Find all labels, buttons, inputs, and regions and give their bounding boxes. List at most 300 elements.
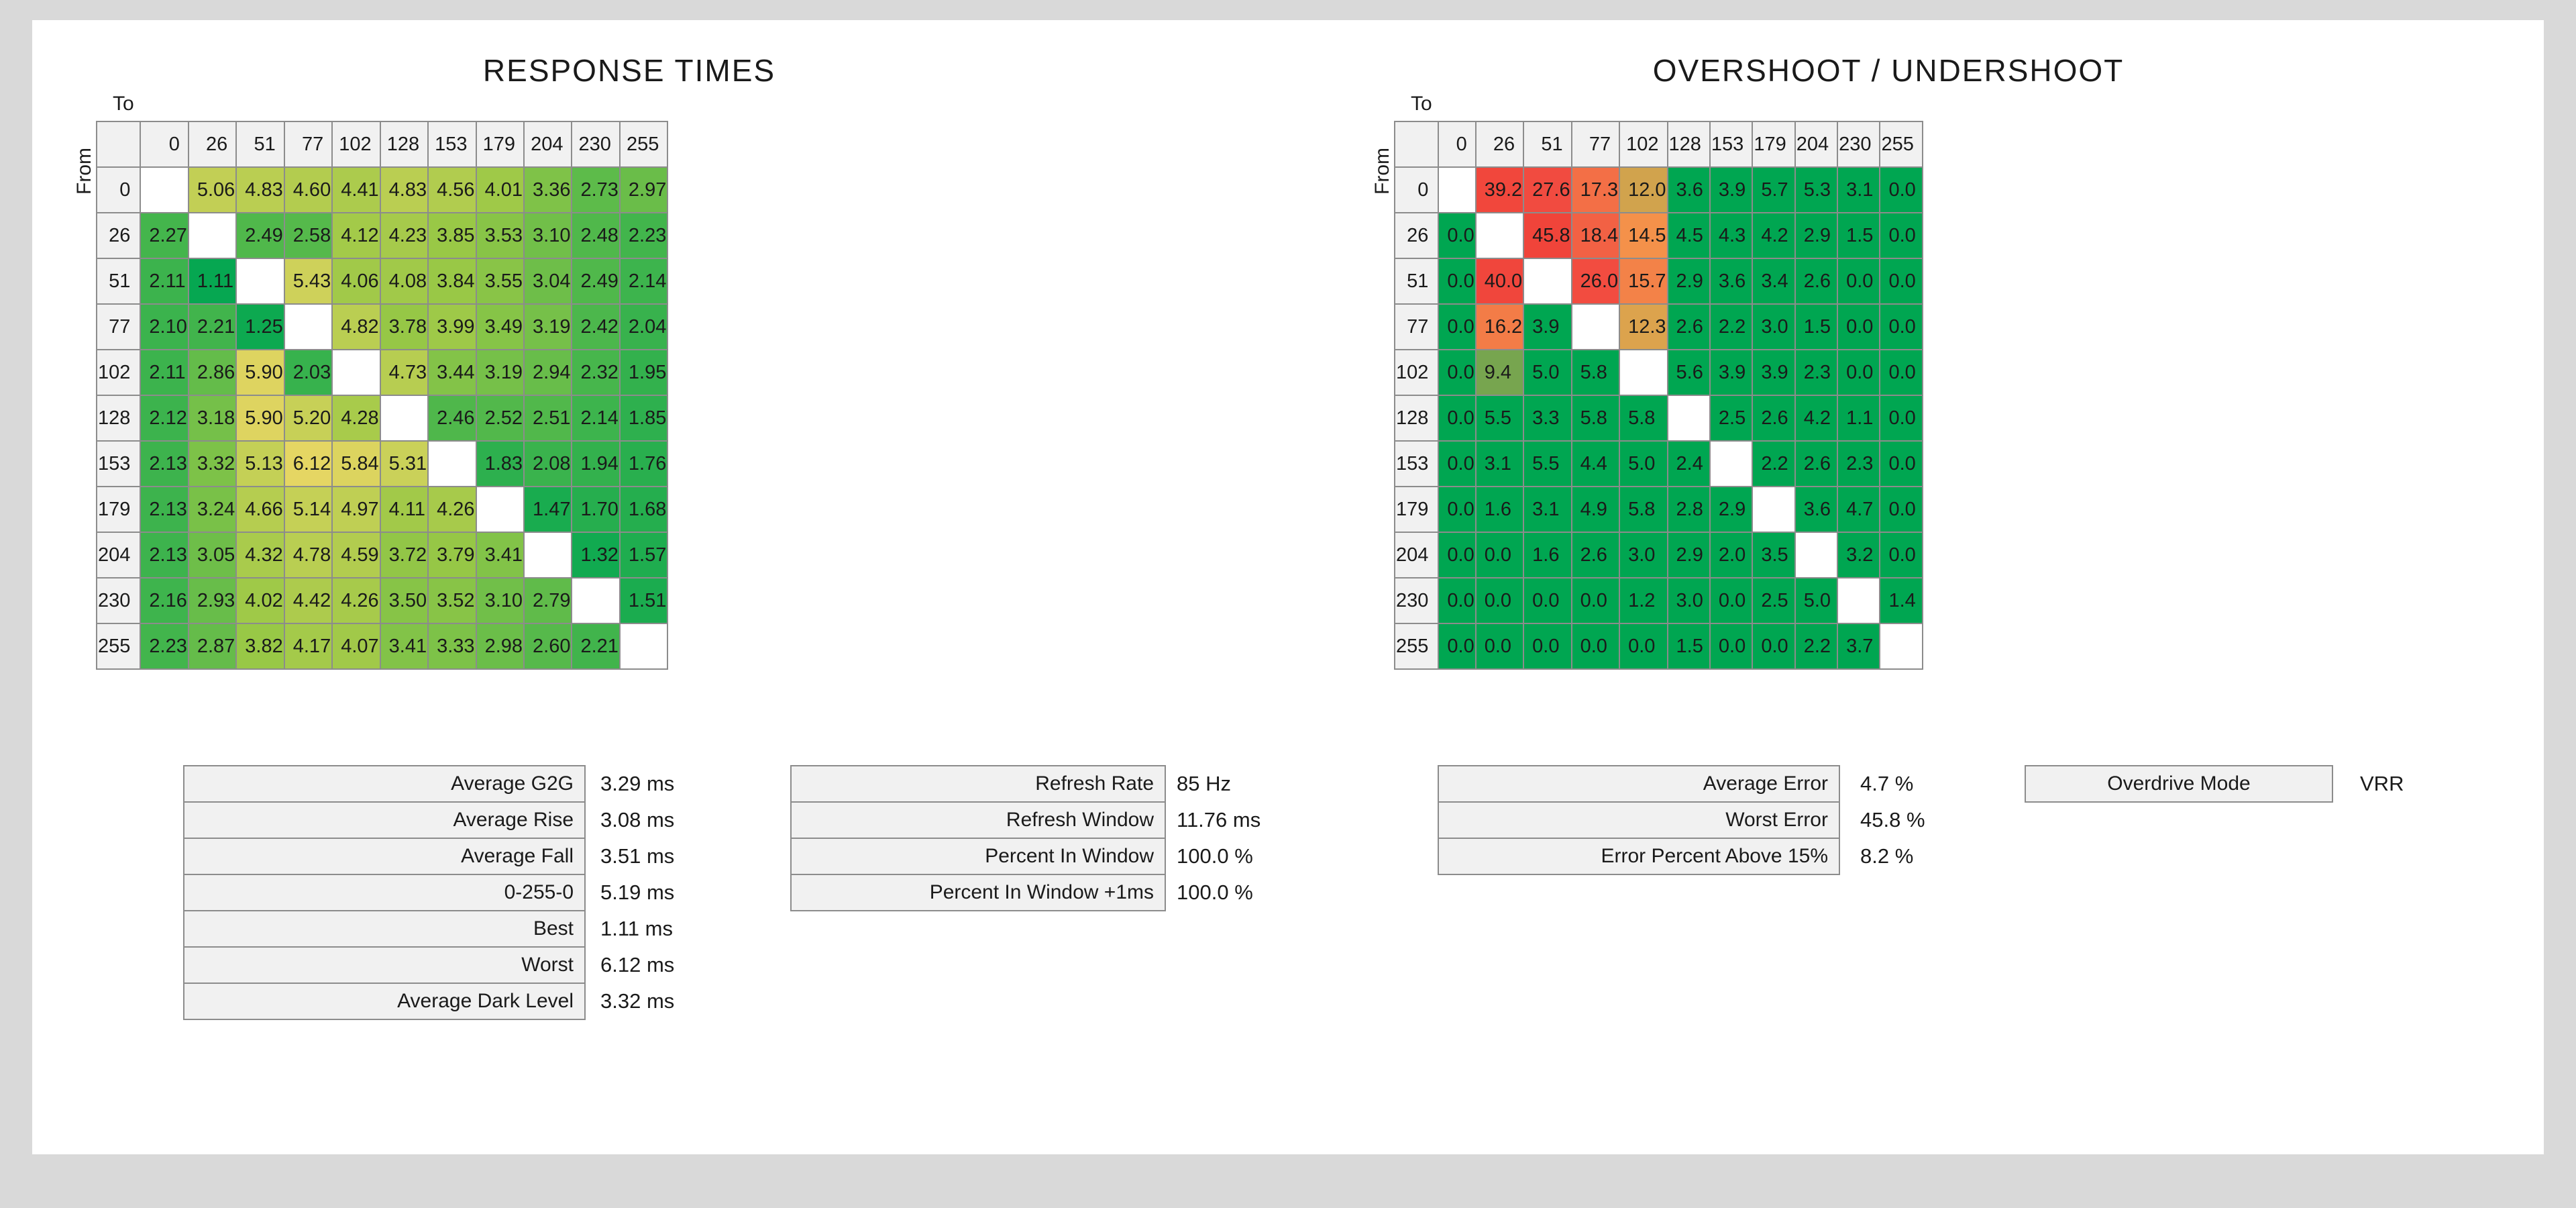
matrix-cell: 3.9 bbox=[1710, 167, 1752, 213]
matrix-row bbox=[1395, 623, 1923, 669]
stat-value: 3.08 ms bbox=[600, 808, 675, 832]
matrix-cell: 4.06 bbox=[332, 258, 380, 304]
matrix-cell: 0.0 bbox=[1572, 578, 1619, 623]
matrix-cell: 2.6 bbox=[1668, 304, 1710, 350]
matrix-cell: 5.31 bbox=[380, 441, 428, 487]
matrix-cell: 4.2 bbox=[1795, 395, 1837, 441]
matrix-cell: 16.2 bbox=[1476, 304, 1523, 350]
matrix-cell: 4.26 bbox=[428, 487, 476, 532]
matrix-cell: 2.6 bbox=[1752, 395, 1794, 441]
matrix-cell: 3.24 bbox=[189, 487, 236, 532]
matrix-cell: 0.0 bbox=[1438, 395, 1475, 441]
stat-row bbox=[790, 838, 1260, 875]
matrix-cell: 2.14 bbox=[572, 395, 619, 441]
matrix-col-header: 26 bbox=[1476, 121, 1523, 167]
stat-label: Worst Error bbox=[1438, 801, 1840, 839]
matrix-cell: 3.84 bbox=[428, 258, 476, 304]
matrix-cell-diagonal bbox=[1523, 258, 1571, 304]
heatmap-table bbox=[1394, 121, 1923, 670]
stat-label: Worst bbox=[183, 946, 586, 984]
matrix-cell: 5.84 bbox=[332, 441, 380, 487]
matrix-cell: 1.1 bbox=[1837, 395, 1880, 441]
stat-value: 100.0 % bbox=[1177, 844, 1253, 868]
matrix-cell: 2.42 bbox=[572, 304, 619, 350]
matrix-cell: 5.0 bbox=[1619, 441, 1667, 487]
matrix-cell-diagonal bbox=[1710, 441, 1752, 487]
matrix-row bbox=[97, 167, 667, 213]
matrix-cell: 3.85 bbox=[428, 213, 476, 258]
matrix-row bbox=[1395, 350, 1923, 395]
matrix-cell: 0.0 bbox=[1837, 258, 1880, 304]
matrix-cell: 3.04 bbox=[524, 258, 572, 304]
matrix-cell: 0.0 bbox=[1476, 532, 1523, 578]
matrix-cell: 0.0 bbox=[1438, 213, 1475, 258]
matrix-cell: 0.0 bbox=[1880, 532, 1922, 578]
matrix-cell: 14.5 bbox=[1619, 213, 1667, 258]
matrix-cell-diagonal bbox=[524, 532, 572, 578]
matrix-cell-diagonal bbox=[1572, 304, 1619, 350]
matrix-cell: 4.4 bbox=[1572, 441, 1619, 487]
matrix-row-header: 51 bbox=[1395, 258, 1438, 304]
matrix-cell: 3.55 bbox=[476, 258, 524, 304]
matrix-cell: 0.0 bbox=[1880, 167, 1922, 213]
overshoot-title: OVERSHOOT / UNDERSHOOT bbox=[1652, 53, 2125, 88]
matrix-cell: 1.76 bbox=[620, 441, 667, 487]
matrix-row-header: 77 bbox=[1395, 304, 1438, 350]
matrix-cell: 0.0 bbox=[1710, 623, 1752, 669]
matrix-cell: 4.66 bbox=[236, 487, 284, 532]
matrix-cell: 0.0 bbox=[1438, 350, 1475, 395]
matrix-cell: 3.5 bbox=[1752, 532, 1794, 578]
matrix-cell: 2.11 bbox=[140, 258, 188, 304]
stat-label: Average Dark Level bbox=[183, 983, 586, 1020]
matrix-row-header: 102 bbox=[1395, 350, 1438, 395]
matrix-cell: 5.14 bbox=[284, 487, 332, 532]
matrix-cell: 0.0 bbox=[1523, 623, 1571, 669]
overdrive-mode-row bbox=[2025, 765, 2404, 801]
matrix-col-header: 77 bbox=[1572, 121, 1619, 167]
matrix-cell: 2.9 bbox=[1668, 532, 1710, 578]
matrix-cell: 3.9 bbox=[1523, 304, 1571, 350]
matrix-cell: 1.6 bbox=[1476, 487, 1523, 532]
matrix-cell: 2.2 bbox=[1795, 623, 1837, 669]
matrix-cell-diagonal bbox=[236, 258, 284, 304]
matrix-cell: 2.58 bbox=[284, 213, 332, 258]
matrix-cell: 4.59 bbox=[332, 532, 380, 578]
matrix-cell: 2.94 bbox=[524, 350, 572, 395]
matrix-cell: 4.73 bbox=[380, 350, 428, 395]
matrix-row-header: 153 bbox=[97, 441, 140, 487]
matrix-cell: 1.95 bbox=[620, 350, 667, 395]
matrix-cell: 5.90 bbox=[236, 350, 284, 395]
stat-value: 45.8 % bbox=[1860, 808, 1925, 832]
matrix-cell: 40.0 bbox=[1476, 258, 1523, 304]
matrix-row-header: 255 bbox=[1395, 623, 1438, 669]
matrix-cell: 3.10 bbox=[476, 578, 524, 623]
matrix-cell: 4.02 bbox=[236, 578, 284, 623]
matrix-cell-diagonal bbox=[189, 213, 236, 258]
matrix-cell: 5.3 bbox=[1795, 167, 1837, 213]
matrix-cell-diagonal bbox=[1837, 578, 1880, 623]
left-stats-table bbox=[183, 765, 674, 1019]
matrix-cell: 4.11 bbox=[380, 487, 428, 532]
matrix-corner bbox=[1395, 121, 1438, 167]
matrix-cell: 4.08 bbox=[380, 258, 428, 304]
to-axis-label: To bbox=[1411, 93, 1432, 115]
matrix-cell: 3.99 bbox=[428, 304, 476, 350]
matrix-cell: 2.08 bbox=[524, 441, 572, 487]
matrix-cell: 0.0 bbox=[1438, 304, 1475, 350]
matrix-cell: 5.5 bbox=[1523, 441, 1571, 487]
stat-value: 6.12 ms bbox=[600, 953, 675, 976]
matrix-cell: 0.0 bbox=[1572, 623, 1619, 669]
heatmap-table bbox=[96, 121, 668, 670]
to-axis-label: To bbox=[113, 93, 134, 115]
matrix-row bbox=[97, 441, 667, 487]
matrix-col-header: 255 bbox=[1880, 121, 1922, 167]
matrix-row-header: 102 bbox=[97, 350, 140, 395]
matrix-cell-diagonal bbox=[380, 395, 428, 441]
matrix-row-header: 179 bbox=[97, 487, 140, 532]
matrix-cell: 2.13 bbox=[140, 532, 188, 578]
matrix-cell: 18.4 bbox=[1572, 213, 1619, 258]
overdrive-mode-value: VRR bbox=[2360, 772, 2404, 795]
matrix-cell: 3.9 bbox=[1710, 350, 1752, 395]
matrix-cell-diagonal bbox=[572, 578, 619, 623]
matrix-cell: 2.12 bbox=[140, 395, 188, 441]
matrix-cell: 2.23 bbox=[620, 213, 667, 258]
stat-row bbox=[183, 838, 674, 875]
matrix-cell: 4.28 bbox=[332, 395, 380, 441]
matrix-row bbox=[97, 623, 667, 669]
matrix-cell: 2.48 bbox=[572, 213, 619, 258]
stat-row bbox=[1438, 838, 1925, 875]
matrix-cell: 2.93 bbox=[189, 578, 236, 623]
matrix-cell: 39.2 bbox=[1476, 167, 1523, 213]
matrix-row-header: 26 bbox=[97, 213, 140, 258]
matrix-cell: 5.8 bbox=[1619, 487, 1667, 532]
matrix-cell: 1.6 bbox=[1523, 532, 1571, 578]
matrix-cell: 3.44 bbox=[428, 350, 476, 395]
matrix-cell: 5.13 bbox=[236, 441, 284, 487]
matrix-cell: 1.94 bbox=[572, 441, 619, 487]
matrix-cell: 12.0 bbox=[1619, 167, 1667, 213]
report-card bbox=[32, 20, 2544, 1154]
matrix-cell: 2.60 bbox=[524, 623, 572, 669]
matrix-cell: 4.83 bbox=[236, 167, 284, 213]
stat-label: Refresh Rate bbox=[790, 765, 1166, 803]
matrix-cell: 4.42 bbox=[284, 578, 332, 623]
matrix-row bbox=[1395, 304, 1923, 350]
matrix-row bbox=[1395, 487, 1923, 532]
matrix-cell: 4.56 bbox=[428, 167, 476, 213]
matrix-cell: 3.6 bbox=[1710, 258, 1752, 304]
stat-label: Refresh Window bbox=[790, 801, 1166, 839]
stat-value: 85 Hz bbox=[1177, 772, 1231, 795]
matrix-cell: 3.19 bbox=[524, 304, 572, 350]
matrix-cell: 3.78 bbox=[380, 304, 428, 350]
matrix-cell: 0.0 bbox=[1880, 487, 1922, 532]
matrix-cell: 0.0 bbox=[1880, 350, 1922, 395]
matrix-cell: 3.10 bbox=[524, 213, 572, 258]
matrix-cell: 1.4 bbox=[1880, 578, 1922, 623]
matrix-cell: 0.0 bbox=[1880, 395, 1922, 441]
matrix-cell: 2.9 bbox=[1795, 213, 1837, 258]
matrix-cell: 2.52 bbox=[476, 395, 524, 441]
matrix-cell: 2.46 bbox=[428, 395, 476, 441]
matrix-cell: 3.1 bbox=[1837, 167, 1880, 213]
matrix-cell: 3.1 bbox=[1476, 441, 1523, 487]
matrix-cell: 1.85 bbox=[620, 395, 667, 441]
matrix-cell: 0.0 bbox=[1438, 578, 1475, 623]
stat-label: Average Fall bbox=[183, 838, 586, 875]
matrix-cell: 2.2 bbox=[1710, 304, 1752, 350]
matrix-cell: 0.0 bbox=[1438, 623, 1475, 669]
stat-row bbox=[790, 765, 1260, 803]
matrix-cell-diagonal bbox=[284, 304, 332, 350]
matrix-cell: 1.5 bbox=[1668, 623, 1710, 669]
matrix-cell-diagonal bbox=[332, 350, 380, 395]
matrix-row bbox=[97, 395, 667, 441]
stat-value: 8.2 % bbox=[1860, 844, 1914, 868]
matrix-cell-diagonal bbox=[1476, 213, 1523, 258]
matrix-cell: 3.6 bbox=[1668, 167, 1710, 213]
matrix-cell: 17.3 bbox=[1572, 167, 1619, 213]
stat-value: 3.29 ms bbox=[600, 772, 675, 795]
stat-label: Average Rise bbox=[183, 801, 586, 839]
matrix-cell: 3.2 bbox=[1837, 532, 1880, 578]
matrix-cell: 2.4 bbox=[1668, 441, 1710, 487]
matrix-cell: 9.4 bbox=[1476, 350, 1523, 395]
matrix-cell: 4.12 bbox=[332, 213, 380, 258]
matrix-row bbox=[1395, 258, 1923, 304]
matrix-cell: 2.10 bbox=[140, 304, 188, 350]
matrix-cell: 4.60 bbox=[284, 167, 332, 213]
matrix-cell: 2.16 bbox=[140, 578, 188, 623]
matrix-col-header: 230 bbox=[572, 121, 619, 167]
matrix-cell: 3.1 bbox=[1523, 487, 1571, 532]
matrix-cell: 4.9 bbox=[1572, 487, 1619, 532]
matrix-cell: 3.4 bbox=[1752, 258, 1794, 304]
matrix-cell: 2.86 bbox=[189, 350, 236, 395]
matrix-cell: 5.7 bbox=[1752, 167, 1794, 213]
matrix-cell: 4.3 bbox=[1710, 213, 1752, 258]
matrix-cell: 3.72 bbox=[380, 532, 428, 578]
matrix-col-header: 204 bbox=[524, 121, 572, 167]
matrix-cell-diagonal bbox=[1795, 532, 1837, 578]
matrix-cell: 5.0 bbox=[1795, 578, 1837, 623]
stat-row bbox=[183, 874, 674, 911]
matrix-cell: 2.51 bbox=[524, 395, 572, 441]
stat-row bbox=[790, 874, 1260, 911]
matrix-row bbox=[97, 487, 667, 532]
matrix-row bbox=[1395, 167, 1923, 213]
matrix-cell: 3.7 bbox=[1837, 623, 1880, 669]
matrix-row bbox=[1395, 578, 1923, 623]
matrix-cell: 27.6 bbox=[1523, 167, 1571, 213]
error-stats-table bbox=[1438, 765, 1925, 874]
matrix-cell: 2.49 bbox=[236, 213, 284, 258]
refresh-stats-table bbox=[790, 765, 1260, 910]
matrix-col-header: 153 bbox=[1710, 121, 1752, 167]
matrix-cell: 3.50 bbox=[380, 578, 428, 623]
matrix-cell: 2.6 bbox=[1572, 532, 1619, 578]
matrix-col-header: 230 bbox=[1837, 121, 1880, 167]
matrix-col-header: 0 bbox=[1438, 121, 1475, 167]
matrix-row-header: 204 bbox=[1395, 532, 1438, 578]
overdrive-mode-label: Overdrive Mode bbox=[2025, 765, 2333, 803]
matrix-cell: 2.14 bbox=[620, 258, 667, 304]
stat-value: 11.76 ms bbox=[1177, 808, 1261, 832]
matrix-col-header: 77 bbox=[284, 121, 332, 167]
matrix-col-header: 0 bbox=[140, 121, 188, 167]
matrix-col-header: 179 bbox=[476, 121, 524, 167]
stat-label: Error Percent Above 15% bbox=[1438, 838, 1840, 875]
stat-row bbox=[183, 983, 674, 1020]
matrix-row bbox=[97, 350, 667, 395]
matrix-cell: 4.17 bbox=[284, 623, 332, 669]
matrix-cell: 2.23 bbox=[140, 623, 188, 669]
stat-label: Average Error bbox=[1438, 765, 1840, 803]
matrix-cell: 0.0 bbox=[1752, 623, 1794, 669]
overshoot-panel bbox=[1340, 20, 2544, 868]
matrix-cell-diagonal bbox=[1438, 167, 1475, 213]
matrix-cell: 6.12 bbox=[284, 441, 332, 487]
stat-label: Percent In Window +1ms bbox=[790, 874, 1166, 911]
stat-row bbox=[790, 801, 1260, 839]
matrix-col-header: 102 bbox=[1619, 121, 1667, 167]
matrix-cell-diagonal bbox=[476, 487, 524, 532]
response-times-title: RESPONSE TIMES bbox=[482, 53, 776, 88]
matrix-cell: 4.2 bbox=[1752, 213, 1794, 258]
matrix-cell: 3.53 bbox=[476, 213, 524, 258]
matrix-row-header: 230 bbox=[1395, 578, 1438, 623]
matrix-cell: 1.68 bbox=[620, 487, 667, 532]
matrix-cell: 5.5 bbox=[1476, 395, 1523, 441]
matrix-row-header: 128 bbox=[1395, 395, 1438, 441]
matrix-cell-diagonal bbox=[1880, 623, 1922, 669]
matrix-cell: 5.8 bbox=[1572, 350, 1619, 395]
matrix-cell: 0.0 bbox=[1837, 350, 1880, 395]
matrix-cell: 2.8 bbox=[1668, 487, 1710, 532]
matrix-cell: 2.49 bbox=[572, 258, 619, 304]
stat-label: Best bbox=[183, 910, 586, 948]
matrix-col-header: 128 bbox=[1668, 121, 1710, 167]
matrix-cell: 3.79 bbox=[428, 532, 476, 578]
matrix-cell: 2.6 bbox=[1795, 441, 1837, 487]
matrix-cell: 4.5 bbox=[1668, 213, 1710, 258]
matrix-row-header: 128 bbox=[97, 395, 140, 441]
matrix-cell: 0.0 bbox=[1476, 578, 1523, 623]
matrix-cell: 2.13 bbox=[140, 487, 188, 532]
matrix-cell: 2.3 bbox=[1795, 350, 1837, 395]
matrix-col-header: 153 bbox=[428, 121, 476, 167]
matrix-col-header: 51 bbox=[236, 121, 284, 167]
matrix-cell: 3.33 bbox=[428, 623, 476, 669]
matrix-cell: 2.21 bbox=[572, 623, 619, 669]
stat-value: 3.51 ms bbox=[600, 844, 675, 868]
matrix-cell: 3.41 bbox=[380, 623, 428, 669]
matrix-cell-diagonal bbox=[620, 623, 667, 669]
matrix-cell-diagonal bbox=[1752, 487, 1794, 532]
matrix-cell-diagonal bbox=[428, 441, 476, 487]
matrix-cell: 3.41 bbox=[476, 532, 524, 578]
matrix-cell: 0.0 bbox=[1837, 304, 1880, 350]
matrix-cell: 2.73 bbox=[572, 167, 619, 213]
matrix-cell: 2.87 bbox=[189, 623, 236, 669]
matrix-cell: 1.57 bbox=[620, 532, 667, 578]
matrix-col-header: 102 bbox=[332, 121, 380, 167]
stat-value: 4.7 % bbox=[1860, 772, 1914, 795]
matrix-cell: 4.41 bbox=[332, 167, 380, 213]
matrix-row bbox=[1395, 213, 1923, 258]
matrix-col-header: 255 bbox=[620, 121, 667, 167]
matrix-cell: 4.82 bbox=[332, 304, 380, 350]
matrix-cell: 2.9 bbox=[1668, 258, 1710, 304]
matrix-cell: 5.8 bbox=[1619, 395, 1667, 441]
matrix-col-header: 51 bbox=[1523, 121, 1571, 167]
from-axis-label: From bbox=[1371, 148, 1393, 195]
matrix-cell: 0.0 bbox=[1438, 258, 1475, 304]
stat-row bbox=[1438, 765, 1925, 803]
matrix-cell: 4.07 bbox=[332, 623, 380, 669]
matrix-cell: 1.32 bbox=[572, 532, 619, 578]
matrix-cell: 0.0 bbox=[1880, 258, 1922, 304]
matrix-cell: 2.13 bbox=[140, 441, 188, 487]
matrix-cell: 3.9 bbox=[1752, 350, 1794, 395]
matrix-cell: 3.6 bbox=[1795, 487, 1837, 532]
matrix-cell: 2.5 bbox=[1752, 578, 1794, 623]
matrix-cell: 0.0 bbox=[1438, 532, 1475, 578]
matrix-cell: 4.32 bbox=[236, 532, 284, 578]
matrix-cell: 4.01 bbox=[476, 167, 524, 213]
matrix-cell-diagonal bbox=[1619, 350, 1667, 395]
matrix-cell: 45.8 bbox=[1523, 213, 1571, 258]
matrix-cell: 4.23 bbox=[380, 213, 428, 258]
matrix-row-header: 204 bbox=[97, 532, 140, 578]
matrix-cell: 3.0 bbox=[1619, 532, 1667, 578]
matrix-cell: 26.0 bbox=[1572, 258, 1619, 304]
stat-label: 0-255-0 bbox=[183, 874, 586, 911]
matrix-cell: 3.52 bbox=[428, 578, 476, 623]
matrix-cell: 0.0 bbox=[1438, 441, 1475, 487]
matrix-cell: 2.9 bbox=[1710, 487, 1752, 532]
matrix-cell: 15.7 bbox=[1619, 258, 1667, 304]
matrix-cell: 2.6 bbox=[1795, 258, 1837, 304]
matrix-cell: 3.19 bbox=[476, 350, 524, 395]
matrix-cell: 5.43 bbox=[284, 258, 332, 304]
matrix-cell: 5.6 bbox=[1668, 350, 1710, 395]
matrix-cell: 0.0 bbox=[1880, 304, 1922, 350]
matrix-row-header: 77 bbox=[97, 304, 140, 350]
stat-value: 100.0 % bbox=[1177, 880, 1253, 904]
stat-row bbox=[183, 910, 674, 948]
matrix-row-header: 255 bbox=[97, 623, 140, 669]
matrix-cell: 1.2 bbox=[1619, 578, 1667, 623]
matrix-col-header: 204 bbox=[1795, 121, 1837, 167]
matrix-cell-diagonal bbox=[1668, 395, 1710, 441]
matrix-cell: 2.3 bbox=[1837, 441, 1880, 487]
matrix-cell: 3.3 bbox=[1523, 395, 1571, 441]
matrix-cell: 0.0 bbox=[1476, 623, 1523, 669]
matrix-cell: 2.2 bbox=[1752, 441, 1794, 487]
matrix-row-header: 0 bbox=[97, 167, 140, 213]
stat-label: Percent In Window bbox=[790, 838, 1166, 875]
matrix-cell: 0.0 bbox=[1619, 623, 1667, 669]
matrix-row bbox=[1395, 441, 1923, 487]
matrix-row bbox=[1395, 395, 1923, 441]
matrix-cell: 4.78 bbox=[284, 532, 332, 578]
